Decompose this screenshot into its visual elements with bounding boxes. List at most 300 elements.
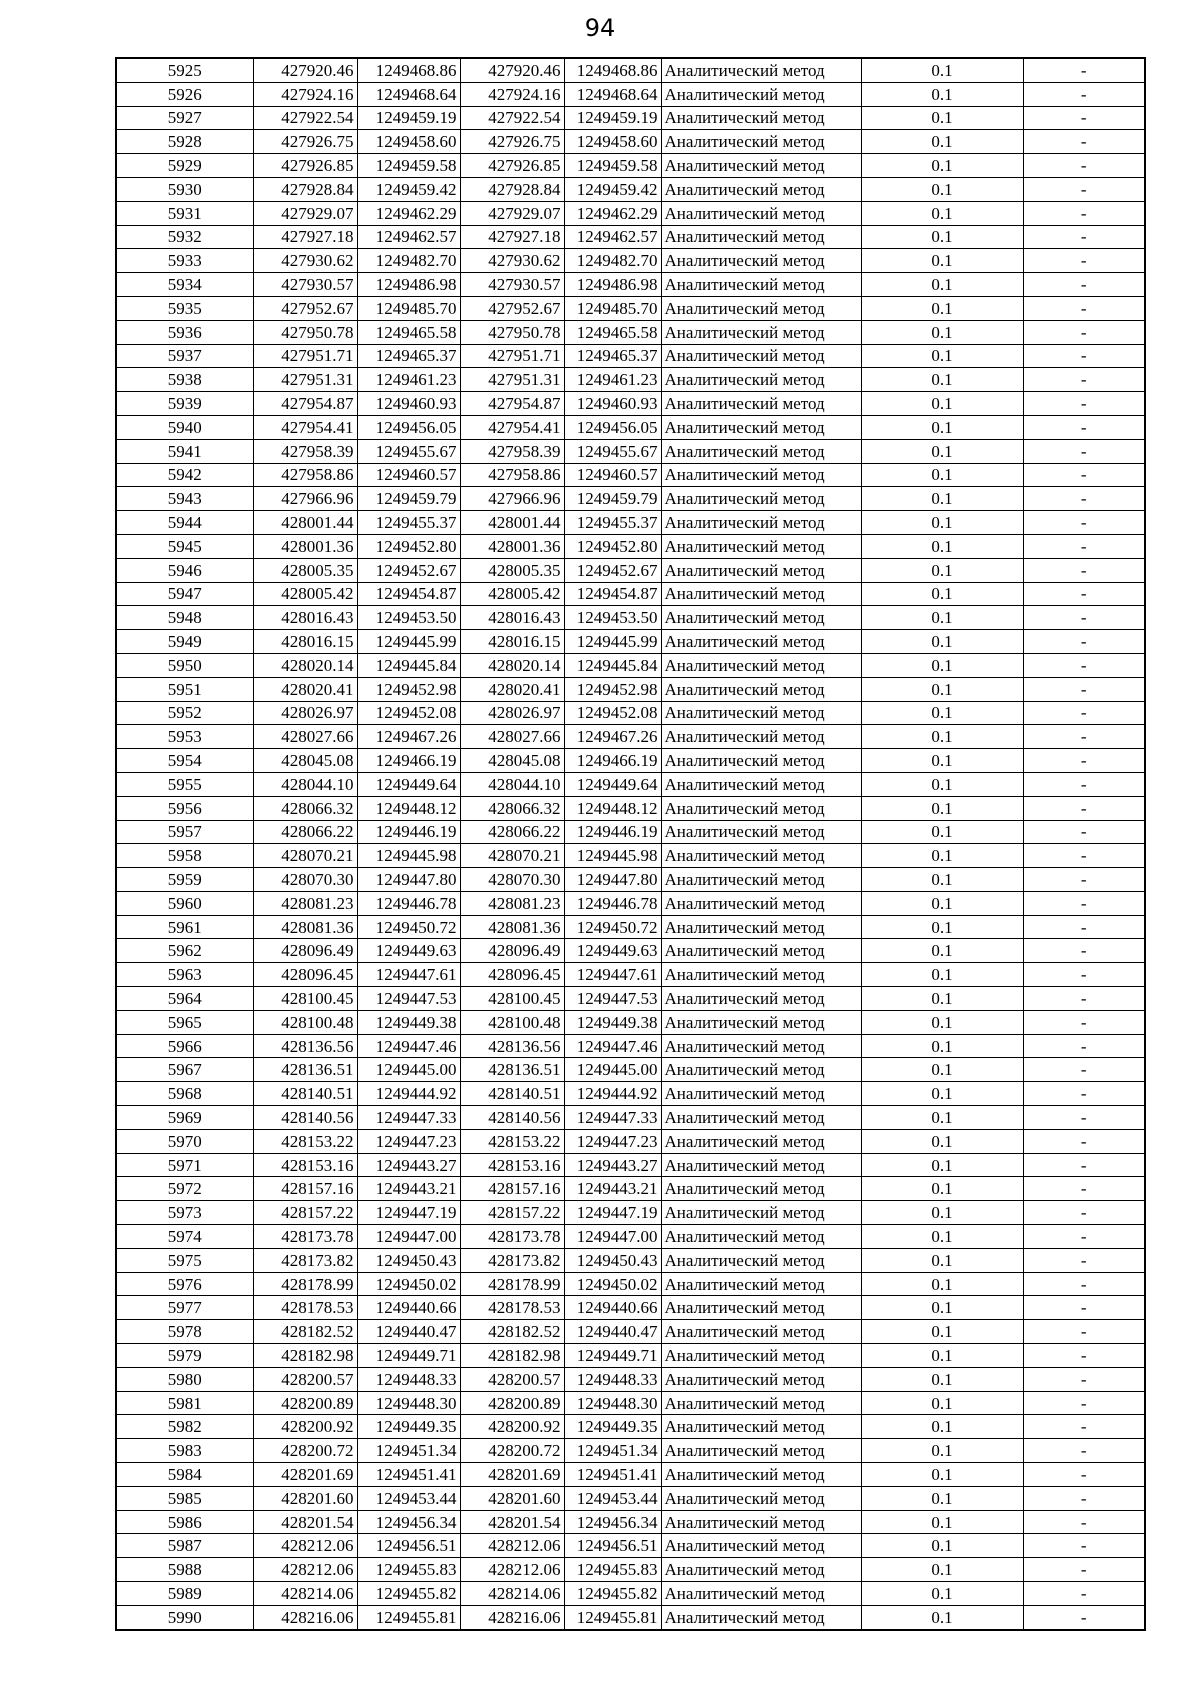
x-coord-cell: 428066.32	[460, 796, 564, 820]
x-coord-cell: 428096.49	[460, 939, 564, 963]
point-number-cell: 5977	[116, 1296, 253, 1320]
x-coord-cell: 428200.89	[460, 1391, 564, 1415]
point-number-cell: 5950	[116, 653, 253, 677]
x-coord-cell: 428100.45	[460, 987, 564, 1011]
table-row	[116, 868, 1145, 892]
y-coord-cell: 1249448.12	[564, 796, 661, 820]
y-coord-cell: 1249450.02	[357, 1272, 460, 1296]
table-row	[116, 415, 1145, 439]
x-coord-cell: 428200.72	[460, 1439, 564, 1463]
point-number-cell: 5955	[116, 772, 253, 796]
y-coord-cell: 1249452.98	[564, 677, 661, 701]
x-coord-cell: 428178.53	[253, 1296, 357, 1320]
method-cell: Аналитический метод	[661, 82, 861, 106]
point-number-cell: 5975	[116, 1248, 253, 1272]
accuracy-cell: 0.1	[861, 582, 1023, 606]
point-number-cell: 5935	[116, 296, 253, 320]
method-cell: Аналитический метод	[661, 415, 861, 439]
y-coord-cell: 1249462.57	[564, 225, 661, 249]
y-coord-cell: 1249458.60	[357, 130, 460, 154]
accuracy-cell: 0.1	[861, 1248, 1023, 1272]
table-row	[116, 1106, 1145, 1130]
y-coord-cell: 1249486.98	[564, 273, 661, 297]
method-cell: Аналитический метод	[661, 439, 861, 463]
y-coord-cell: 1249448.30	[357, 1391, 460, 1415]
point-number-cell: 5986	[116, 1510, 253, 1534]
table-row	[116, 130, 1145, 154]
note-cell: -	[1023, 344, 1145, 368]
table-row	[116, 82, 1145, 106]
table-row	[116, 344, 1145, 368]
note-cell: -	[1023, 1129, 1145, 1153]
accuracy-cell: 0.1	[861, 177, 1023, 201]
point-number-cell: 5930	[116, 177, 253, 201]
point-number-cell: 5988	[116, 1558, 253, 1582]
table-row	[116, 1367, 1145, 1391]
x-coord-cell: 427926.75	[460, 130, 564, 154]
point-number-cell: 5938	[116, 368, 253, 392]
point-number-cell: 5958	[116, 844, 253, 868]
method-cell: Аналитический метод	[661, 725, 861, 749]
accuracy-cell: 0.1	[861, 1106, 1023, 1130]
table-row	[116, 701, 1145, 725]
table-row	[116, 1201, 1145, 1225]
point-number-cell: 5962	[116, 939, 253, 963]
method-cell: Аналитический метод	[661, 201, 861, 225]
note-cell: -	[1023, 1010, 1145, 1034]
accuracy-cell: 0.1	[861, 1225, 1023, 1249]
x-coord-cell: 427952.67	[460, 296, 564, 320]
x-coord-cell: 427926.85	[460, 154, 564, 178]
note-cell: -	[1023, 1582, 1145, 1606]
y-coord-cell: 1249462.29	[357, 201, 460, 225]
table-row	[116, 1296, 1145, 1320]
accuracy-cell: 0.1	[861, 653, 1023, 677]
method-cell: Аналитический метод	[661, 1367, 861, 1391]
note-cell: -	[1023, 106, 1145, 130]
y-coord-cell: 1249454.87	[564, 582, 661, 606]
point-number-cell: 5970	[116, 1129, 253, 1153]
y-coord-cell: 1249452.98	[357, 677, 460, 701]
accuracy-cell: 0.1	[861, 630, 1023, 654]
table-row	[116, 58, 1145, 82]
note-cell: -	[1023, 653, 1145, 677]
accuracy-cell: 0.1	[861, 487, 1023, 511]
x-coord-cell: 428005.35	[460, 558, 564, 582]
y-coord-cell: 1249466.19	[564, 749, 661, 773]
y-coord-cell: 1249447.19	[357, 1201, 460, 1225]
x-coord-cell: 428096.45	[253, 963, 357, 987]
accuracy-cell: 0.1	[861, 1129, 1023, 1153]
point-number-cell: 5984	[116, 1463, 253, 1487]
point-number-cell: 5932	[116, 225, 253, 249]
point-number-cell: 5927	[116, 106, 253, 130]
point-number-cell: 5934	[116, 273, 253, 297]
y-coord-cell: 1249447.80	[357, 868, 460, 892]
y-coord-cell: 1249448.12	[357, 796, 460, 820]
x-coord-cell: 428200.89	[253, 1391, 357, 1415]
y-coord-cell: 1249456.34	[564, 1510, 661, 1534]
y-coord-cell: 1249456.51	[564, 1534, 661, 1558]
y-coord-cell: 1249456.05	[564, 415, 661, 439]
x-coord-cell: 428100.45	[253, 987, 357, 1011]
accuracy-cell: 0.1	[861, 725, 1023, 749]
note-cell: -	[1023, 558, 1145, 582]
note-cell: -	[1023, 58, 1145, 82]
x-coord-cell: 428016.15	[253, 630, 357, 654]
table-row	[116, 1010, 1145, 1034]
x-coord-cell: 428157.22	[460, 1201, 564, 1225]
y-coord-cell: 1249445.84	[357, 653, 460, 677]
x-coord-cell: 428081.23	[253, 891, 357, 915]
note-cell: -	[1023, 820, 1145, 844]
accuracy-cell: 0.1	[861, 439, 1023, 463]
x-coord-cell: 427954.87	[253, 392, 357, 416]
accuracy-cell: 0.1	[861, 772, 1023, 796]
note-cell: -	[1023, 749, 1145, 773]
table-row	[116, 368, 1145, 392]
y-coord-cell: 1249449.38	[357, 1010, 460, 1034]
point-number-cell: 5925	[116, 58, 253, 82]
method-cell: Аналитический метод	[661, 1082, 861, 1106]
y-coord-cell: 1249449.35	[564, 1415, 661, 1439]
accuracy-cell: 0.1	[861, 606, 1023, 630]
x-coord-cell: 428212.06	[253, 1534, 357, 1558]
accuracy-cell: 0.1	[861, 1201, 1023, 1225]
x-coord-cell: 428045.08	[253, 749, 357, 773]
accuracy-cell: 0.1	[861, 1296, 1023, 1320]
x-coord-cell: 427951.71	[253, 344, 357, 368]
accuracy-cell: 0.1	[861, 463, 1023, 487]
y-coord-cell: 1249450.02	[564, 1272, 661, 1296]
x-coord-cell: 427929.07	[460, 201, 564, 225]
note-cell: -	[1023, 1248, 1145, 1272]
method-cell: Аналитический метод	[661, 1296, 861, 1320]
note-cell: -	[1023, 1225, 1145, 1249]
table-row	[116, 677, 1145, 701]
method-cell: Аналитический метод	[661, 1010, 861, 1034]
point-number-cell: 5981	[116, 1391, 253, 1415]
method-cell: Аналитический метод	[661, 154, 861, 178]
point-number-cell: 5944	[116, 511, 253, 535]
y-coord-cell: 1249458.60	[564, 130, 661, 154]
y-coord-cell: 1249440.66	[564, 1296, 661, 1320]
method-cell: Аналитический метод	[661, 1391, 861, 1415]
x-coord-cell: 427930.57	[460, 273, 564, 297]
y-coord-cell: 1249482.70	[564, 249, 661, 273]
point-number-cell: 5974	[116, 1225, 253, 1249]
y-coord-cell: 1249446.78	[357, 891, 460, 915]
point-number-cell: 5969	[116, 1106, 253, 1130]
point-number-cell: 5943	[116, 487, 253, 511]
point-number-cell: 5940	[116, 415, 253, 439]
y-coord-cell: 1249449.35	[357, 1415, 460, 1439]
accuracy-cell: 0.1	[861, 844, 1023, 868]
accuracy-cell: 0.1	[861, 1605, 1023, 1629]
x-coord-cell: 428026.97	[460, 701, 564, 725]
x-coord-cell: 428153.16	[253, 1153, 357, 1177]
x-coord-cell: 427930.62	[253, 249, 357, 273]
method-cell: Аналитический метод	[661, 915, 861, 939]
y-coord-cell: 1249465.37	[357, 344, 460, 368]
x-coord-cell: 427954.41	[253, 415, 357, 439]
table-row	[116, 939, 1145, 963]
y-coord-cell: 1249460.57	[357, 463, 460, 487]
x-coord-cell: 427958.39	[253, 439, 357, 463]
accuracy-cell: 0.1	[861, 296, 1023, 320]
point-number-cell: 5945	[116, 534, 253, 558]
accuracy-cell: 0.1	[861, 1486, 1023, 1510]
x-coord-cell: 428200.57	[253, 1367, 357, 1391]
accuracy-cell: 0.1	[861, 1582, 1023, 1606]
note-cell: -	[1023, 891, 1145, 915]
point-number-cell: 5983	[116, 1439, 253, 1463]
point-number-cell: 5980	[116, 1367, 253, 1391]
method-cell: Аналитический метод	[661, 1463, 861, 1487]
x-coord-cell: 428140.51	[253, 1082, 357, 1106]
note-cell: -	[1023, 415, 1145, 439]
accuracy-cell: 0.1	[861, 701, 1023, 725]
table-row	[116, 1082, 1145, 1106]
x-coord-cell: 428081.36	[460, 915, 564, 939]
note-cell: -	[1023, 1201, 1145, 1225]
method-cell: Аналитический метод	[661, 1129, 861, 1153]
y-coord-cell: 1249447.23	[564, 1129, 661, 1153]
x-coord-cell: 428153.22	[460, 1129, 564, 1153]
note-cell: -	[1023, 1320, 1145, 1344]
note-cell: -	[1023, 725, 1145, 749]
note-cell: -	[1023, 82, 1145, 106]
table-row	[116, 1058, 1145, 1082]
method-cell: Аналитический метод	[661, 630, 861, 654]
note-cell: -	[1023, 701, 1145, 725]
table-row	[116, 463, 1145, 487]
accuracy-cell: 0.1	[861, 511, 1023, 535]
table-row	[116, 177, 1145, 201]
y-coord-cell: 1249455.37	[564, 511, 661, 535]
y-coord-cell: 1249456.51	[357, 1534, 460, 1558]
y-coord-cell: 1249450.72	[564, 915, 661, 939]
point-number-cell: 5976	[116, 1272, 253, 1296]
y-coord-cell: 1249455.82	[564, 1582, 661, 1606]
accuracy-cell: 0.1	[861, 1034, 1023, 1058]
method-cell: Аналитический метод	[661, 1153, 861, 1177]
y-coord-cell: 1249466.19	[357, 749, 460, 773]
note-cell: -	[1023, 1082, 1145, 1106]
method-cell: Аналитический метод	[661, 772, 861, 796]
y-coord-cell: 1249443.21	[564, 1177, 661, 1201]
accuracy-cell: 0.1	[861, 820, 1023, 844]
table-row	[116, 1272, 1145, 1296]
y-coord-cell: 1249451.41	[564, 1463, 661, 1487]
method-cell: Аналитический метод	[661, 534, 861, 558]
accuracy-cell: 0.1	[861, 891, 1023, 915]
x-coord-cell: 428201.69	[460, 1463, 564, 1487]
table-row	[116, 273, 1145, 297]
y-coord-cell: 1249447.33	[357, 1106, 460, 1130]
note-cell: -	[1023, 1153, 1145, 1177]
method-cell: Аналитический метод	[661, 487, 861, 511]
accuracy-cell: 0.1	[861, 1510, 1023, 1534]
point-number-cell: 5985	[116, 1486, 253, 1510]
y-coord-cell: 1249448.33	[564, 1367, 661, 1391]
accuracy-cell: 0.1	[861, 1058, 1023, 1082]
note-cell: -	[1023, 987, 1145, 1011]
note-cell: -	[1023, 1486, 1145, 1510]
x-coord-cell: 428173.78	[253, 1225, 357, 1249]
point-number-cell: 5947	[116, 582, 253, 606]
y-coord-cell: 1249468.86	[357, 58, 460, 82]
x-coord-cell: 428140.56	[460, 1106, 564, 1130]
method-cell: Аналитический метод	[661, 249, 861, 273]
point-number-cell: 5928	[116, 130, 253, 154]
y-coord-cell: 1249440.47	[564, 1320, 661, 1344]
table-row	[116, 820, 1145, 844]
point-number-cell: 5971	[116, 1153, 253, 1177]
note-cell: -	[1023, 154, 1145, 178]
y-coord-cell: 1249468.64	[564, 82, 661, 106]
y-coord-cell: 1249449.71	[564, 1344, 661, 1368]
y-coord-cell: 1249453.50	[357, 606, 460, 630]
table-row	[116, 1486, 1145, 1510]
method-cell: Аналитический метод	[661, 987, 861, 1011]
y-coord-cell: 1249462.57	[357, 225, 460, 249]
x-coord-cell: 428001.44	[460, 511, 564, 535]
note-cell: -	[1023, 1367, 1145, 1391]
table-body	[116, 58, 1145, 1630]
table-row	[116, 1225, 1145, 1249]
y-coord-cell: 1249448.33	[357, 1367, 460, 1391]
method-cell: Аналитический метод	[661, 1558, 861, 1582]
point-number-cell: 5968	[116, 1082, 253, 1106]
x-coord-cell: 427929.07	[253, 201, 357, 225]
method-cell: Аналитический метод	[661, 1582, 861, 1606]
note-cell: -	[1023, 368, 1145, 392]
y-coord-cell: 1249445.99	[564, 630, 661, 654]
table-row	[116, 392, 1145, 416]
x-coord-cell: 427954.87	[460, 392, 564, 416]
y-coord-cell: 1249453.50	[564, 606, 661, 630]
method-cell: Аналитический метод	[661, 1320, 861, 1344]
point-number-cell: 5987	[116, 1534, 253, 1558]
y-coord-cell: 1249467.26	[564, 725, 661, 749]
point-number-cell: 5951	[116, 677, 253, 701]
point-number-cell: 5965	[116, 1010, 253, 1034]
x-coord-cell: 428027.66	[253, 725, 357, 749]
point-number-cell: 5953	[116, 725, 253, 749]
x-coord-cell: 428214.06	[460, 1582, 564, 1606]
note-cell: -	[1023, 868, 1145, 892]
method-cell: Аналитический метод	[661, 939, 861, 963]
x-coord-cell: 428157.22	[253, 1201, 357, 1225]
method-cell: Аналитический метод	[661, 582, 861, 606]
y-coord-cell: 1249452.08	[357, 701, 460, 725]
note-cell: -	[1023, 1296, 1145, 1320]
x-coord-cell: 427952.67	[253, 296, 357, 320]
note-cell: -	[1023, 772, 1145, 796]
y-coord-cell: 1249465.58	[357, 320, 460, 344]
x-coord-cell: 428201.60	[460, 1486, 564, 1510]
note-cell: -	[1023, 1605, 1145, 1629]
y-coord-cell: 1249443.27	[564, 1153, 661, 1177]
accuracy-cell: 0.1	[861, 106, 1023, 130]
table-row	[116, 1344, 1145, 1368]
table-row	[116, 249, 1145, 273]
x-coord-cell: 428157.16	[253, 1177, 357, 1201]
x-coord-cell: 428173.78	[460, 1225, 564, 1249]
x-coord-cell: 428100.48	[460, 1010, 564, 1034]
method-cell: Аналитический метод	[661, 701, 861, 725]
x-coord-cell: 428020.14	[253, 653, 357, 677]
x-coord-cell: 428216.06	[460, 1605, 564, 1629]
y-coord-cell: 1249461.23	[357, 368, 460, 392]
y-coord-cell: 1249454.87	[357, 582, 460, 606]
x-coord-cell: 428016.15	[460, 630, 564, 654]
x-coord-cell: 428020.41	[460, 677, 564, 701]
y-coord-cell: 1249455.83	[564, 1558, 661, 1582]
x-coord-cell: 427926.85	[253, 154, 357, 178]
accuracy-cell: 0.1	[861, 868, 1023, 892]
y-coord-cell: 1249459.19	[357, 106, 460, 130]
accuracy-cell: 0.1	[861, 1153, 1023, 1177]
y-coord-cell: 1249450.72	[357, 915, 460, 939]
y-coord-cell: 1249462.29	[564, 201, 661, 225]
y-coord-cell: 1249444.92	[564, 1082, 661, 1106]
table-row	[116, 1177, 1145, 1201]
x-coord-cell: 427950.78	[253, 320, 357, 344]
y-coord-cell: 1249456.34	[357, 1510, 460, 1534]
x-coord-cell: 427958.86	[460, 463, 564, 487]
accuracy-cell: 0.1	[861, 987, 1023, 1011]
accuracy-cell: 0.1	[861, 1010, 1023, 1034]
note-cell: -	[1023, 796, 1145, 820]
y-coord-cell: 1249449.63	[357, 939, 460, 963]
y-coord-cell: 1249449.38	[564, 1010, 661, 1034]
method-cell: Аналитический метод	[661, 1415, 861, 1439]
accuracy-cell: 0.1	[861, 249, 1023, 273]
table-row	[116, 1129, 1145, 1153]
accuracy-cell: 0.1	[861, 320, 1023, 344]
note-cell: -	[1023, 511, 1145, 535]
note-cell: -	[1023, 915, 1145, 939]
y-coord-cell: 1249447.53	[564, 987, 661, 1011]
table-row	[116, 1463, 1145, 1487]
x-coord-cell: 428081.23	[460, 891, 564, 915]
page-number: 94	[584, 14, 616, 42]
x-coord-cell: 428201.60	[253, 1486, 357, 1510]
y-coord-cell: 1249461.23	[564, 368, 661, 392]
table-row	[116, 154, 1145, 178]
x-coord-cell: 428001.44	[253, 511, 357, 535]
y-coord-cell: 1249468.86	[564, 58, 661, 82]
x-coord-cell: 428005.42	[253, 582, 357, 606]
x-coord-cell: 428070.21	[460, 844, 564, 868]
x-coord-cell: 428178.53	[460, 1296, 564, 1320]
accuracy-cell: 0.1	[861, 201, 1023, 225]
point-number-cell: 5954	[116, 749, 253, 773]
table-row	[116, 1248, 1145, 1272]
table-row	[116, 796, 1145, 820]
point-number-cell: 5933	[116, 249, 253, 273]
y-coord-cell: 1249447.46	[357, 1034, 460, 1058]
method-cell: Аналитический метод	[661, 1225, 861, 1249]
table-row	[116, 1439, 1145, 1463]
y-coord-cell: 1249452.67	[357, 558, 460, 582]
y-coord-cell: 1249447.19	[564, 1201, 661, 1225]
table-row	[116, 606, 1145, 630]
y-coord-cell: 1249444.92	[357, 1082, 460, 1106]
note-cell: -	[1023, 201, 1145, 225]
